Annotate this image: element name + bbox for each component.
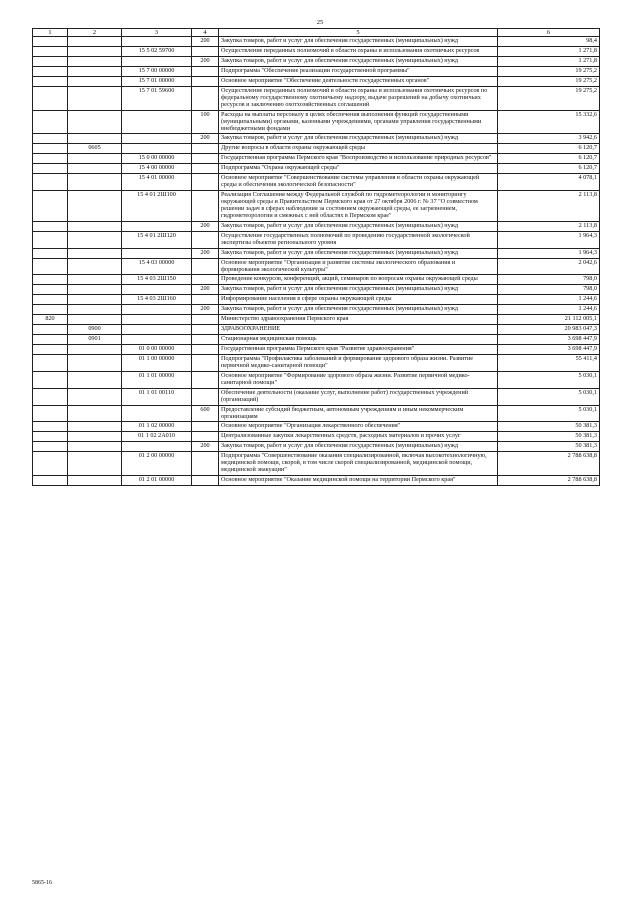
target-article-code (122, 144, 192, 154)
table-row (33, 191, 600, 222)
section-code (68, 66, 122, 76)
item-description: Подпрограмма "Охрана окружающей среды" (219, 164, 498, 174)
item-description: Закупка товаров, работ и услуг для обеспечения государственных (муниципальных) нужд (219, 37, 498, 47)
expense-type-code (192, 231, 219, 248)
amount: 50 381,3 (498, 432, 600, 442)
item-description: Закупка товаров, работ и услуг для обеспечения государственных (муниципальных) нужд (219, 134, 498, 144)
target-article-code (122, 248, 192, 258)
target-article-code (122, 315, 192, 325)
ministry-code (33, 47, 68, 57)
column-header: 5 (219, 29, 498, 37)
item-description: Проведение конкурсов, конференций, акций, семинаров по вопросам охраны окружающей среды (219, 275, 498, 285)
column-header: 1 (33, 29, 68, 37)
table-row (33, 345, 600, 355)
item-description: Предоставление субсидий бюджетным, автономным учреждениям и иным некоммерческим организациям (219, 405, 498, 422)
budget-table (32, 28, 600, 486)
target-article-code: 01 1 00 00000 (122, 354, 192, 371)
ministry-code (33, 295, 68, 305)
expense-type-code (192, 191, 219, 222)
table-row (33, 452, 600, 476)
amount: 3 942,6 (498, 134, 600, 144)
ministry-code (33, 37, 68, 47)
section-code: 0605 (68, 144, 122, 154)
target-article-code: 01 2 00 00000 (122, 452, 192, 476)
ministry-code (33, 66, 68, 76)
section-code (68, 476, 122, 486)
expense-type-code (192, 66, 219, 76)
item-description: Осуществление государственных полномочий по проведению государственной экологической экспертизы объектов регионального уровня (219, 231, 498, 248)
expense-type-code: 200 (192, 134, 219, 144)
expense-type-code (192, 47, 219, 57)
column-header: 6 (498, 29, 600, 37)
target-article-code: 15 4 00 00000 (122, 164, 192, 174)
target-article-code: 01 1 02 00000 (122, 422, 192, 432)
item-description: Обеспечение деятельности (оказание услуг, выполнение работ) государственных учреждений (организаций) (219, 388, 498, 405)
expense-type-code (192, 371, 219, 388)
target-article-code: 15 7 01 59600 (122, 86, 192, 110)
table-row (33, 231, 600, 248)
amount: 19 275,2 (498, 76, 600, 86)
expense-type-code: 200 (192, 442, 219, 452)
table-row (33, 275, 600, 285)
section-code (68, 134, 122, 144)
amount: 2 113,8 (498, 221, 600, 231)
section-code (68, 432, 122, 442)
ministry-code (33, 422, 68, 432)
header-row (33, 29, 600, 37)
section-code (68, 422, 122, 432)
item-description: Государственная программа Пермского края "Воспроизводство и использование природных ресурсов" (219, 154, 498, 164)
table-row (33, 57, 600, 67)
item-description: Основное мероприятие "Оказание медицинской помощи на территории Пермского края" (219, 476, 498, 486)
section-code (68, 258, 122, 275)
target-article-code (122, 110, 192, 134)
target-article-code: 15 4 03 00000 (122, 258, 192, 275)
amount: 3 698 447,9 (498, 335, 600, 345)
ministry-code (33, 154, 68, 164)
expense-type-code (192, 164, 219, 174)
ministry-code (33, 432, 68, 442)
ministry-code (33, 405, 68, 422)
target-article-code (122, 305, 192, 315)
section-code (68, 275, 122, 285)
table-row (33, 354, 600, 371)
ministry-code (33, 275, 68, 285)
target-article-code (122, 335, 192, 345)
table-row (33, 442, 600, 452)
section-code (68, 354, 122, 371)
column-header: 2 (68, 29, 122, 37)
expense-type-code (192, 275, 219, 285)
ministry-code (33, 305, 68, 315)
target-article-code (122, 134, 192, 144)
item-description: Основное мероприятие "Организация и развитие системы экологического образования и формирования экологической культуры" (219, 258, 498, 275)
amount: 1 964,3 (498, 248, 600, 258)
section-code (68, 164, 122, 174)
ministry-code (33, 285, 68, 295)
expense-type-code: 200 (192, 37, 219, 47)
ministry-code (33, 354, 68, 371)
expense-type-code: 600 (192, 405, 219, 422)
table-row (33, 388, 600, 405)
ministry-code (33, 345, 68, 355)
section-code (68, 86, 122, 110)
amount: 55 411,4 (498, 354, 600, 371)
expense-type-code (192, 422, 219, 432)
expense-type-code (192, 76, 219, 86)
ministry-code (33, 371, 68, 388)
item-description: Министерство здравоохранения Пермского края (219, 315, 498, 325)
item-description: Подпрограмма "Совершенствование оказания специализированной, включая высокотехнологичную, медицинской помощи, скорой, в том числе скорой специализированной, медицинской помощи, медицинской эвакуации" (219, 452, 498, 476)
expense-type-code (192, 345, 219, 355)
amount: 2 042,6 (498, 258, 600, 275)
amount: 1 271,8 (498, 47, 600, 57)
table-row (33, 371, 600, 388)
section-code: 0900 (68, 325, 122, 335)
table-row (33, 174, 600, 191)
ministry-code (33, 258, 68, 275)
table-row (33, 248, 600, 258)
section-code (68, 174, 122, 191)
amount: 50 381,3 (498, 442, 600, 452)
amount: 20 983 047,3 (498, 325, 600, 335)
item-description: Государственная программа Пермского края "Развитие здравоохранения" (219, 345, 498, 355)
section-code (68, 110, 122, 134)
ministry-code (33, 325, 68, 335)
target-article-code: 01 1 01 00000 (122, 371, 192, 388)
section-code (68, 371, 122, 388)
expense-type-code (192, 432, 219, 442)
target-article-code (122, 221, 192, 231)
expense-type-code: 200 (192, 57, 219, 67)
amount: 2 788 638,8 (498, 452, 600, 476)
table-row (33, 258, 600, 275)
target-article-code (122, 285, 192, 295)
item-description: Закупка товаров, работ и услуг для обеспечения государственных (муниципальных) нужд (219, 57, 498, 67)
table-row (33, 432, 600, 442)
item-description: Стационарная медицинская помощь (219, 335, 498, 345)
ministry-code: 820 (33, 315, 68, 325)
amount: 21 112 005,1 (498, 315, 600, 325)
expense-type-code: 200 (192, 305, 219, 315)
item-description: Расходы на выплаты персоналу в целях обеспечения выполнения функций государственными (муниципальными) органами, казенными учреждениями, органами управления государственными внебюджетными фондами (219, 110, 498, 134)
section-code (68, 76, 122, 86)
target-article-code: 15 0 00 00000 (122, 154, 192, 164)
column-header: 3 (122, 29, 192, 37)
section-code (68, 345, 122, 355)
ministry-code (33, 144, 68, 154)
amount: 6 120,7 (498, 164, 600, 174)
target-article-code: 15 4 01 2Ш100 (122, 191, 192, 222)
item-description: Основное мероприятие "Формирование здорового образа жизни. Развитие первичной медико-санитарной помощи" (219, 371, 498, 388)
section-code: 0901 (68, 335, 122, 345)
item-description: Информирование населения в сфере охраны окружающей среды (219, 295, 498, 305)
expense-type-code (192, 174, 219, 191)
expense-type-code (192, 86, 219, 110)
table-row (33, 66, 600, 76)
ministry-code (33, 76, 68, 86)
target-article-code (122, 325, 192, 335)
ministry-code (33, 134, 68, 144)
ministry-code (33, 442, 68, 452)
footer-code: 5865-16 (32, 880, 52, 886)
ministry-code (33, 164, 68, 174)
amount: 1 271,8 (498, 57, 600, 67)
column-header: 4 (192, 29, 219, 37)
ministry-code (33, 191, 68, 222)
expense-type-code (192, 452, 219, 476)
table-row (33, 154, 600, 164)
ministry-code (33, 231, 68, 248)
item-description: Закупка товаров, работ и услуг для обеспечения государственных (муниципальных) нужд (219, 248, 498, 258)
section-code (68, 37, 122, 47)
expense-type-code (192, 154, 219, 164)
table-row (33, 325, 600, 335)
expense-type-code (192, 295, 219, 305)
target-article-code (122, 442, 192, 452)
expense-type-code (192, 476, 219, 486)
target-article-code: 15 4 03 2Ш160 (122, 295, 192, 305)
item-description: Осуществление переданных полномочий в области охраны и использования охотничьих ресурсов (219, 47, 498, 57)
amount: 4 078,1 (498, 174, 600, 191)
expense-type-code (192, 315, 219, 325)
target-article-code: 15 7 01 00000 (122, 76, 192, 86)
expense-type-code: 200 (192, 221, 219, 231)
amount: 98,4 (498, 37, 600, 47)
table-row (33, 164, 600, 174)
target-article-code: 01 2 01 00000 (122, 476, 192, 486)
table-row (33, 110, 600, 134)
target-article-code: 15 4 03 2Ш150 (122, 275, 192, 285)
section-code (68, 154, 122, 164)
amount: 1 244,6 (498, 305, 600, 315)
item-description: Основное мероприятие "Организация лекарственного обеспечения" (219, 422, 498, 432)
item-description: Реализация Соглашения между Федеральной службой по гидрометеорологии и мониторингу окружающей среды и Правительством Пермского края от 27 октября 2006 г. № 37 "О совместном решении задач в сферах наблюдения за состоянием окружающей среды, ее загрязнением, гидрометеорологии и смежных с ней областях в Пермском крае" (219, 191, 498, 222)
table-row (33, 295, 600, 305)
target-article-code: 15 4 01 2Ш120 (122, 231, 192, 248)
amount: 5 030,1 (498, 388, 600, 405)
section-code (68, 221, 122, 231)
expense-type-code: 100 (192, 110, 219, 134)
amount: 6 120,7 (498, 154, 600, 164)
expense-type-code (192, 388, 219, 405)
item-description: Подпрограмма "Профилактика заболеваний и формирование здорового образа жизни. Развитие первичной медико-санитарной помощи" (219, 354, 498, 371)
section-code (68, 248, 122, 258)
expense-type-code: 200 (192, 248, 219, 258)
amount: 50 381,3 (498, 422, 600, 432)
table-row (33, 335, 600, 345)
amount: 3 698 447,9 (498, 345, 600, 355)
ministry-code (33, 110, 68, 134)
amount: 2 113,8 (498, 191, 600, 222)
item-description: Закупка товаров, работ и услуг для обеспечения государственных (муниципальных) нужд (219, 442, 498, 452)
ministry-code (33, 86, 68, 110)
target-article-code: 01 0 00 00000 (122, 345, 192, 355)
item-description: Другие вопросы в области охраны окружающей среды (219, 144, 498, 154)
item-description: ЗДРАВООХРАНЕНИЕ (219, 325, 498, 335)
item-description: Закупка товаров, работ и услуг для обеспечения государственных (муниципальных) нужд (219, 285, 498, 295)
section-code (68, 388, 122, 405)
item-description: Закупка товаров, работ и услуг для обеспечения государственных (муниципальных) нужд (219, 305, 498, 315)
section-code (68, 305, 122, 315)
expense-type-code (192, 335, 219, 345)
target-article-code: 15 5 02 59700 (122, 47, 192, 57)
ministry-code (33, 335, 68, 345)
expense-type-code: 200 (192, 285, 219, 295)
table-row (33, 47, 600, 57)
section-code (68, 442, 122, 452)
target-article-code (122, 37, 192, 47)
table-row (33, 405, 600, 422)
section-code (68, 405, 122, 422)
amount: 15 332,6 (498, 110, 600, 134)
item-description: Основное мероприятие "Обеспечение деятельности государственных органов" (219, 76, 498, 86)
amount: 798,0 (498, 275, 600, 285)
target-article-code (122, 405, 192, 422)
page-number: 25 (316, 19, 324, 26)
amount: 1 244,6 (498, 295, 600, 305)
expense-type-code (192, 354, 219, 371)
expense-type-code (192, 144, 219, 154)
item-description: Централизованные закупки лекарственных средств, расходных материалов и прочих услуг (219, 432, 498, 442)
amount: 798,0 (498, 285, 600, 295)
ministry-code (33, 221, 68, 231)
target-article-code: 15 4 01 00000 (122, 174, 192, 191)
amount: 19 275,2 (498, 66, 600, 76)
table-row (33, 315, 600, 325)
expense-type-code (192, 258, 219, 275)
target-article-code (122, 57, 192, 67)
amount: 5 030,1 (498, 371, 600, 388)
section-code (68, 295, 122, 305)
amount: 19 275,2 (498, 86, 600, 110)
ministry-code (33, 174, 68, 191)
section-code (68, 57, 122, 67)
ministry-code (33, 476, 68, 486)
section-code (68, 47, 122, 57)
ministry-code (33, 57, 68, 67)
table-row (33, 285, 600, 295)
amount: 5 030,1 (498, 405, 600, 422)
section-code (68, 285, 122, 295)
target-article-code: 01 1 02 2A010 (122, 432, 192, 442)
item-description: Подпрограмма "Обеспечение реализации государственной программы" (219, 66, 498, 76)
ministry-code (33, 452, 68, 476)
item-description: Закупка товаров, работ и услуг для обеспечения государственных (муниципальных) нужд (219, 221, 498, 231)
ministry-code (33, 248, 68, 258)
item-description: Основное мероприятие "Совершенствование системы управления в области охраны окружающей среды и обеспечения экологической безопасности" (219, 174, 498, 191)
table-row (33, 144, 600, 154)
section-code (68, 231, 122, 248)
table-row (33, 221, 600, 231)
table-row (33, 37, 600, 47)
item-description: Осуществление переданных полномочий в области охраны и использования охотничьих ресурсов по федеральному государственному охотничьему надзору, выдаче разрешений на добычу охотничьих ресурсов и заключению охотхозяйственных соглашений (219, 86, 498, 110)
section-code (68, 315, 122, 325)
table-row (33, 134, 600, 144)
table-row (33, 86, 600, 110)
table-row (33, 422, 600, 432)
table-row (33, 76, 600, 86)
table-row (33, 305, 600, 315)
target-article-code: 15 7 00 00000 (122, 66, 192, 76)
amount: 6 120,7 (498, 144, 600, 154)
table-row (33, 476, 600, 486)
section-code (68, 452, 122, 476)
amount: 2 788 638,8 (498, 476, 600, 486)
ministry-code (33, 388, 68, 405)
target-article-code: 01 1 01 00110 (122, 388, 192, 405)
amount: 1 964,3 (498, 231, 600, 248)
section-code (68, 191, 122, 222)
expense-type-code (192, 325, 219, 335)
